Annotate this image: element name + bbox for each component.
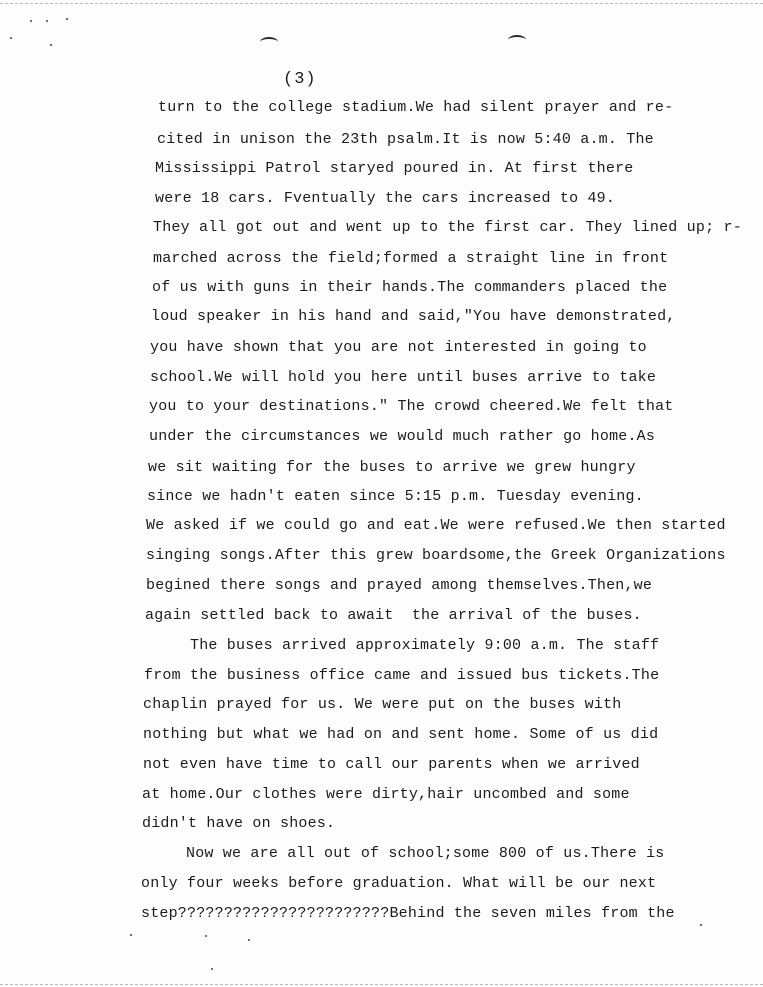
text-line: Now we are all out of school;some 800 of us.There is — [186, 845, 665, 862]
text-line: cited in unison the 23th psalm.It is now 5:40 a.m. The — [157, 131, 654, 148]
text-line: didn't have on shoes. — [142, 815, 336, 832]
text-line: school.We will hold you here until buses arrive to take — [150, 369, 657, 386]
scan-speck — [66, 18, 68, 20]
scan-speck — [10, 37, 12, 39]
text-line: step???????????????????????Behind the seven miles from the — [141, 905, 675, 922]
text-line: from the business office came and issued bus tickets.The — [144, 667, 660, 684]
text-line: not even have time to call our parents when we arrived — [143, 756, 640, 773]
top-edge-rule — [0, 3, 763, 4]
page-number: (3) — [283, 70, 317, 89]
scan-speck — [211, 968, 213, 970]
bottom-edge-rule — [0, 984, 763, 985]
text-line: since we hadn't eaten since 5:15 p.m. Tuesday evening. — [147, 488, 644, 505]
scan-speck — [248, 939, 250, 941]
text-line: you have shown that you are not interested in going to — [150, 339, 647, 356]
text-line: Mississippi Patrol staryed poured in. At first there — [155, 160, 634, 177]
text-line: singing songs.After this grew boardsome,the Greek Organizations — [146, 547, 726, 564]
scan-speck — [130, 934, 132, 936]
text-line: of us with guns in their hands.The commanders placed the — [152, 279, 668, 296]
text-line: We asked if we could go and eat.We were refused.We then started — [146, 517, 726, 534]
text-line: were 18 cars. Fventually the cars increased to 49. — [155, 190, 616, 207]
text-line: at home.Our clothes were dirty,hair uncombed and some — [142, 786, 630, 803]
text-line: They all got out and went up to the first car. They lined up; r- — [153, 219, 742, 236]
text-line: you to your destinations." The crowd cheered.We felt that — [149, 398, 674, 415]
text-line: under the circumstances we would much rather go home.As — [149, 428, 656, 445]
punch-hole-mark-left — [260, 37, 278, 47]
text-line: again settled back to await the arrival of the buses. — [145, 607, 642, 624]
scan-speck — [30, 20, 32, 22]
text-line: marched across the field;formed a straight line in front — [153, 250, 669, 267]
text-line: chaplin prayed for us. We were put on the buses with — [143, 696, 622, 713]
text-line: we sit waiting for the buses to arrive we grew hungry — [148, 459, 636, 476]
scan-speck — [46, 20, 48, 22]
scan-speck — [700, 924, 702, 926]
text-line: nothing but what we had on and sent home. Some of us did — [143, 726, 659, 743]
text-line: turn to the college stadium.We had silent prayer and re- — [158, 99, 674, 116]
text-line: only four weeks before graduation. What will be our next — [141, 875, 657, 892]
scan-speck — [50, 44, 52, 46]
text-line: begined there songs and prayed among themselves.Then,we — [146, 577, 653, 594]
punch-hole-mark-right — [508, 35, 526, 45]
text-line: The buses arrived approximately 9:00 a.m. The staff — [190, 637, 660, 654]
scan-speck — [205, 935, 207, 937]
text-line: loud speaker in his hand and said,"You have demonstrated, — [151, 308, 676, 325]
